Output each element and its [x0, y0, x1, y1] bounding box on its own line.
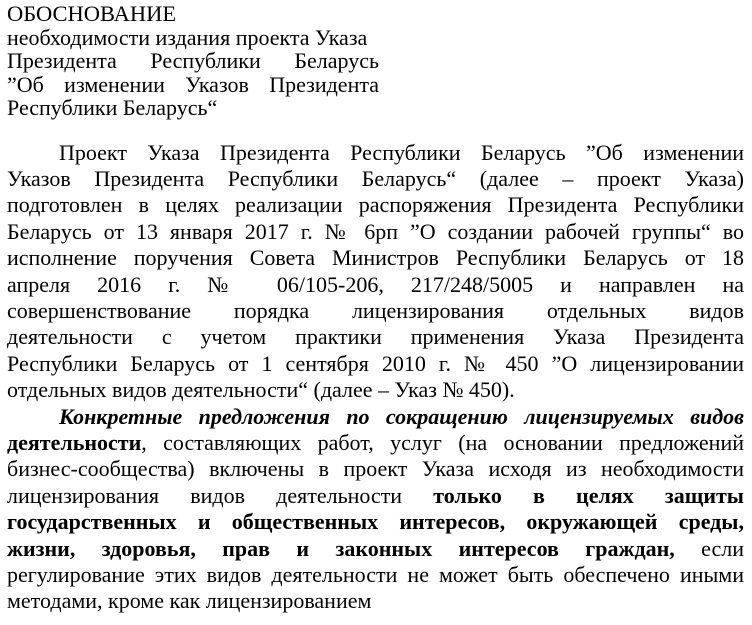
paragraph-1-line: Указов Президента Республики Беларусь“ (далее – проект Указа) — [7, 165, 744, 191]
paragraph-2-line — [7, 483, 744, 509]
plain-text: лицензирования видов деятельности — [7, 482, 434, 508]
document-header — [7, 2, 379, 120]
plain-text: , составляющих работ, услуг (на основании предложений — [141, 429, 744, 455]
paragraph-2 — [7, 404, 744, 615]
bold-text: деятельности — [7, 429, 142, 455]
paragraph-1-line: подготовлен в целях реализации распоряжения Президента Республики — [7, 192, 744, 218]
document-body — [7, 140, 744, 615]
paragraph-1-line: совершенствование порядка лицензирования отдельных видов — [7, 297, 744, 323]
paragraph-2-line — [7, 430, 744, 456]
paragraph-1-line: Проект Указа Президента Республики Беларусь ”Об изменении — [59, 139, 744, 165]
paragraph-1-line: Республики Беларусь от 1 сентября 2010 г. № 450 ”О лицензировании — [7, 350, 744, 376]
paragraph-2-line — [7, 536, 744, 562]
header-line-4: Республики Беларусь“ — [7, 95, 218, 120]
paragraph-1-line: деятельности с учетом практики применения Указа Президента — [7, 324, 744, 350]
paragraph-1-line: апреля 2016 г. № 06/105-206, 217/248/5005 и направлен на — [7, 271, 744, 297]
header-line-2: Президента Республики Беларусь — [7, 48, 379, 73]
paragraph-2-line: бизнес-сообщества) включены в проект Указа исходя из необходимости — [7, 456, 744, 482]
paragraph-2-emphasis: Конкретные предложения по сокращению лицензируемых видов — [59, 403, 744, 429]
bold-text: только в целях защиты — [433, 482, 744, 508]
document-title: ОБОСНОВАНИЕ — [7, 1, 177, 26]
paragraph-1 — [7, 140, 744, 404]
plain-text: если — [674, 535, 744, 561]
paragraph-2-line: методами, кроме как лицензированием — [7, 588, 372, 614]
paragraph-2-line: регулирование этих видов деятельности не может быть обеспечено иными — [7, 562, 744, 587]
bold-text: жизни, здоровья, прав и законных интересов граждан, — [7, 535, 675, 561]
paragraph-1-line: Беларусь от 13 января 2017 г. № 6рп ”О создании рабочей группы“ во — [7, 218, 744, 244]
paragraph-1-line: отдельных видов деятельности“ (далее – Указ № 450). — [7, 377, 515, 403]
paragraph-1-line: исполнение поручения Совета Министров Республики Беларусь от 18 — [7, 245, 744, 271]
paragraph-2-line: государственных и общественных интересов, окружающей среды, — [7, 509, 744, 535]
header-line-1: необходимости издания проекта Указа — [7, 24, 368, 50]
header-line-3: ”Об изменении Указов Президента — [7, 71, 379, 97]
